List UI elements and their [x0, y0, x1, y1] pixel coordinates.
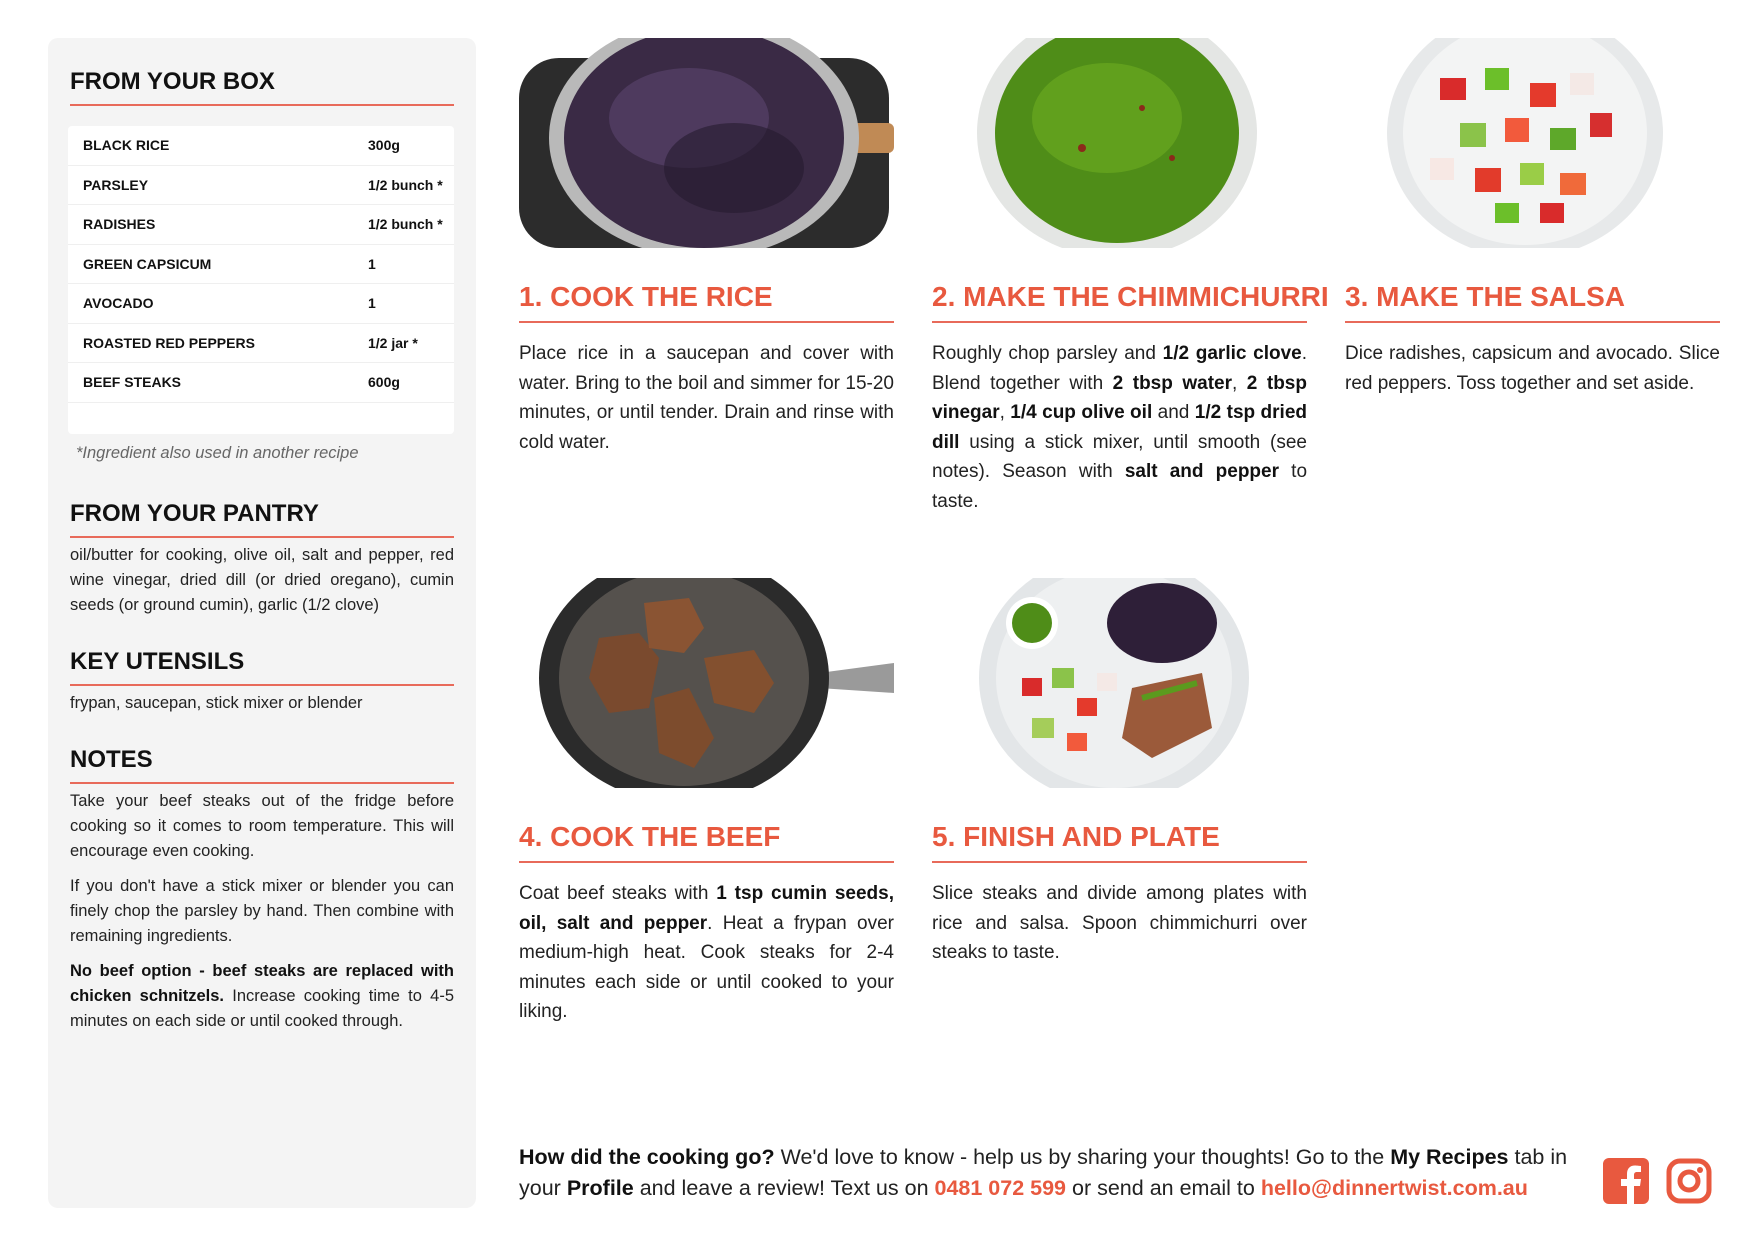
- feedback-question: How did the cooking go?: [519, 1145, 775, 1169]
- ingredient-qty: 300g: [368, 137, 400, 154]
- step-text: ,: [1232, 372, 1247, 394]
- step-title: 4. COOK THE BEEF: [519, 821, 894, 863]
- utensils-heading: KEY UTENSILS: [70, 648, 454, 686]
- utensils-text: frypan, saucepan, stick mixer or blender: [70, 694, 363, 712]
- ingredient-row: [68, 205, 454, 245]
- step-5: [932, 578, 1307, 968]
- ingredient-qty: 600g: [368, 374, 400, 391]
- step-text: Roughly chop parsley and: [932, 343, 1163, 364]
- step-text: Coat beef steaks with: [519, 883, 717, 904]
- step-title: 5. FINISH AND PLATE: [932, 821, 1307, 863]
- ingredient-name: PARSLEY: [83, 176, 149, 193]
- step-bold: 1/2 tsp dried dill: [932, 402, 1308, 453]
- my-recipes-label: My Recipes: [1390, 1145, 1509, 1169]
- step-text: . Heat a frypan over medium-high heat. Cook steaks for 2-4 minutes each side or until cooked to your liking.: [519, 912, 894, 1022]
- ingredient-qty: 1: [368, 295, 376, 312]
- note-text: Increase cooking time to 4-5 minutes on each side or until cooked through.: [70, 987, 455, 1030]
- step-4: [519, 578, 894, 1027]
- step-title: 2. MAKE THE CHIMMICHURRI: [932, 281, 1307, 323]
- footer-text: or send an email to: [1066, 1176, 1261, 1200]
- note-paragraph: If you don't have a stick mixer or blender you can finely chop the parsley by hand. Then combine with remaining ingredients.: [70, 877, 454, 945]
- ingredient-row: [68, 126, 454, 166]
- phone-link[interactable]: 0481 072 599: [934, 1176, 1067, 1200]
- step-text: . Blend together with: [932, 343, 1307, 394]
- ingredient-table: [68, 126, 454, 434]
- step-bold: 2 tbsp water: [1112, 372, 1232, 394]
- footer-text: and leave a review! Text us on: [633, 1176, 935, 1200]
- step-3: [1345, 38, 1720, 398]
- step-1: [519, 38, 894, 457]
- ingredient-name: ROASTED RED PEPPERS: [83, 334, 255, 351]
- step-body: Slice steaks and divide among plates with rice and salsa. Spoon chimmichurri over steaks to taste.: [932, 883, 1307, 963]
- plated-dish-photo: [932, 578, 1307, 788]
- instagram-icon[interactable]: [1666, 1158, 1712, 1204]
- ingredient-footnote: *Ingredient also used in another recipe: [76, 444, 359, 462]
- step-text: using a stick mixer, until smooth (see notes). Season with: [932, 431, 1307, 482]
- from-your-box-heading: FROM YOUR BOX: [70, 68, 454, 106]
- step-title: 1. COOK THE RICE: [519, 281, 894, 323]
- step-bold: 2 tbsp vinegar: [932, 372, 1307, 423]
- ingredient-row: [68, 245, 454, 285]
- ingredient-name: BEEF STEAKS: [83, 374, 182, 391]
- ingredient-name: GREEN CAPSICUM: [83, 255, 212, 272]
- note-paragraph: Take your beef steaks out of the fridge before cooking so it comes to room temperature. This will encourage even cooking.: [70, 792, 454, 860]
- step-text: to taste.: [932, 461, 1308, 512]
- ingredient-qty: 1: [368, 255, 376, 272]
- step-text: and: [1152, 402, 1195, 423]
- step-bold: 1/2 garlic clove: [1162, 343, 1302, 364]
- step-bold: salt and pepper: [1124, 461, 1279, 482]
- ingredient-name: AVOCADO: [83, 295, 154, 312]
- salsa-photo: [1345, 38, 1720, 248]
- ingredient-qty: 1/2 bunch *: [368, 176, 443, 193]
- note-paragraph: [70, 959, 454, 1034]
- step-body: Dice radishes, capsicum and avocado. Slice red peppers. Toss together and set aside.: [1345, 343, 1720, 394]
- email-link[interactable]: hello@dinnertwist.com.au: [1260, 1176, 1528, 1200]
- chimmichurri-photo: [932, 38, 1307, 248]
- ingredient-row: [68, 166, 454, 206]
- beef-photo: [519, 578, 894, 788]
- step-body: Place rice in a saucepan and cover with water. Bring to the boil and simmer for 15-20 minutes, or until tender. Drain and rinse with cold water.: [519, 343, 894, 453]
- step-title: 3. MAKE THE SALSA: [1345, 281, 1720, 323]
- footer-text: We'd love to know - help us by sharing your thoughts! Go to the: [774, 1145, 1391, 1169]
- step-body: [932, 339, 1307, 516]
- rice-photo: [519, 38, 894, 248]
- step-bold: 1/4 cup olive oil: [1010, 402, 1153, 423]
- ingredient-qty: 1/2 jar *: [368, 334, 418, 351]
- ingredients-sidebar: [48, 38, 476, 1208]
- ingredient-row: [68, 284, 454, 324]
- ingredient-name: BLACK RICE: [83, 137, 170, 154]
- note-bold: No beef option - beef steaks are replaced with chicken schnitzels.: [70, 962, 454, 1005]
- feedback-message: [519, 1142, 1589, 1204]
- step-text: ,: [999, 402, 1011, 423]
- footer-text: tab in your: [519, 1145, 1568, 1200]
- ingredient-row: [68, 324, 454, 364]
- pantry-text: oil/butter for cooking, olive oil, salt and pepper, red wine vinegar, dried dill (or dried oregano), cumin seeds (or ground cumin), garlic (1/2 clove): [70, 546, 454, 614]
- pantry-heading: FROM YOUR PANTRY: [70, 500, 454, 538]
- ingredient-qty: 1/2 bunch *: [368, 216, 443, 233]
- ingredient-name: RADISHES: [83, 216, 156, 233]
- notes-text: [70, 789, 454, 1044]
- notes-heading: NOTES: [70, 746, 454, 784]
- step-2: [932, 38, 1329, 516]
- facebook-icon[interactable]: [1603, 1158, 1649, 1204]
- profile-label: Profile: [566, 1176, 634, 1200]
- step-bold: 1 tsp cumin seeds, oil, salt and pepper: [519, 883, 894, 934]
- step-body: [519, 879, 894, 1027]
- ingredient-row: [68, 363, 454, 403]
